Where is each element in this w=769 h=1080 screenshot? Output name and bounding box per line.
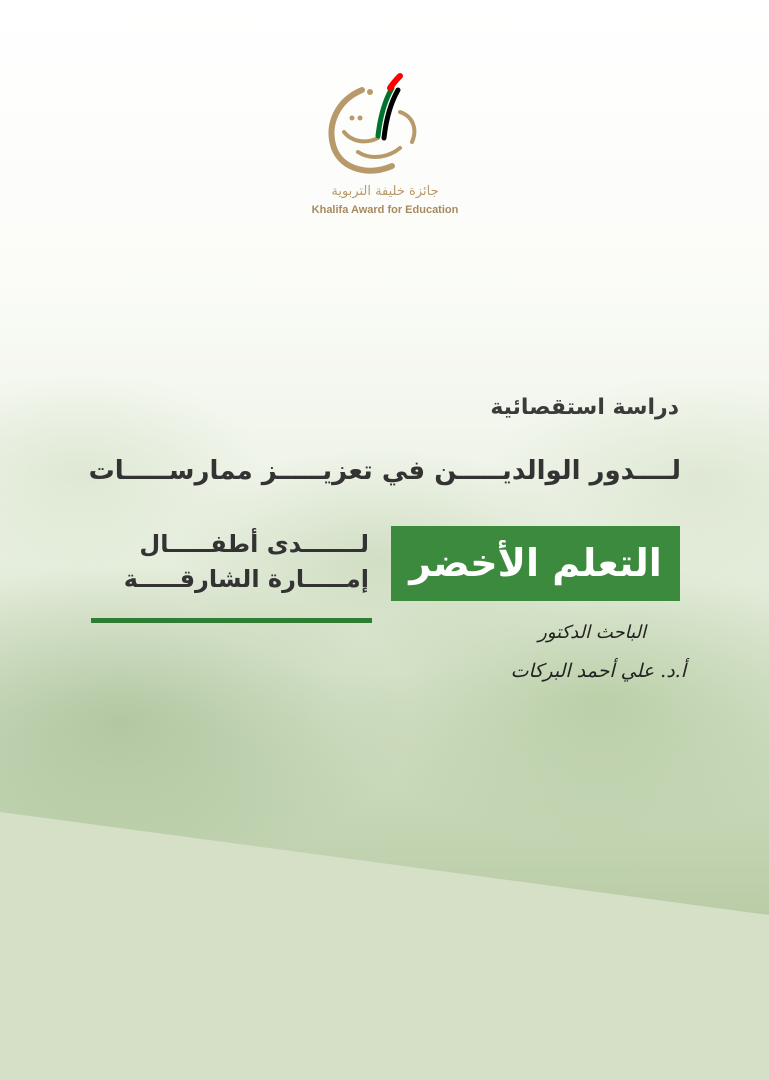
study-type-heading: دراسة استقصائية [490,395,679,420]
highlight-title: التعلم الأخضر [409,541,662,585]
researcher-label: الباحث الدكتور [538,622,646,643]
researcher-name: أ.د. علي أحمد البركات [510,660,686,682]
logo-arabic-text: جائزة خليفة التربوية [331,184,439,199]
title-line-3: إمـــــارة الشارقـــــة [123,565,369,593]
green-divider [91,618,372,623]
title-line-2: لـــــــدى أطفـــــال [139,530,369,558]
logo-english-text: Khalifa Award for Education [311,204,459,216]
khalifa-award-logo [300,72,470,222]
highlight-title-box [391,526,680,601]
title-line-1: لــــدور الوالديـــــن في تعزيـــــز ممارســـــات [88,456,681,486]
khalifa-award-emblem-icon [300,72,470,182]
